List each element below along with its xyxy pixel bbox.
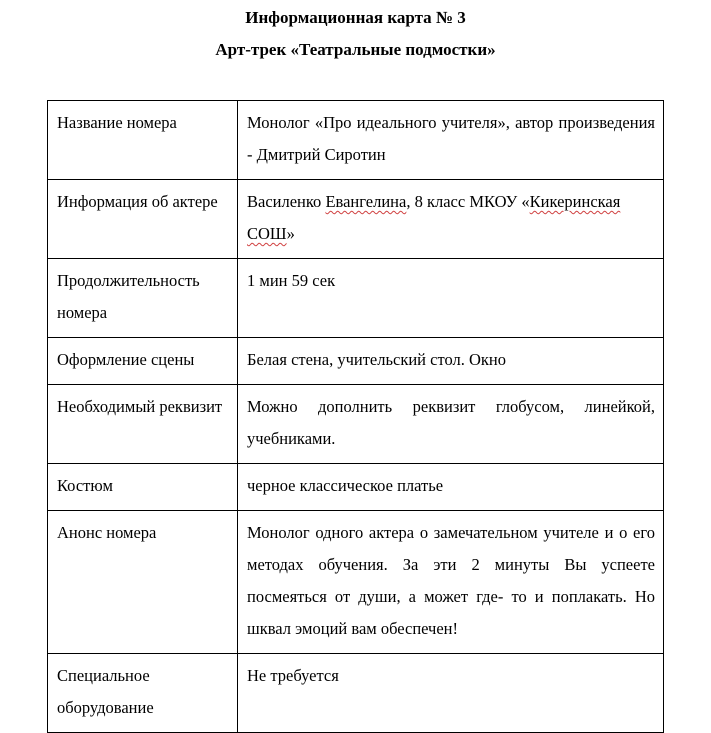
actor-info-part3: , 8 класс МКОУ «	[406, 192, 530, 211]
table-row-stage-design	[48, 338, 664, 385]
school-name-spellcheck: Кикеринская СОШ	[247, 192, 621, 243]
actor-name-spellcheck: Евангелина	[325, 192, 407, 211]
label-props: Необходимый реквизит	[48, 385, 238, 464]
value-actor-info	[238, 180, 664, 259]
label-duration: Продолжительность номера	[48, 259, 238, 338]
value-duration: 1 мин 59 сек	[238, 259, 664, 338]
value-act-name: Монолог «Про идеального учителя», автор произведения - Дмитрий Сиротин	[238, 101, 664, 180]
label-costume: Костюм	[48, 464, 238, 511]
label-act-name: Название номера	[48, 101, 238, 180]
document-title: Информационная карта № 3	[245, 8, 466, 27]
value-props: Можно дополнить реквизит глобусом, линейкой, учебниками.	[238, 385, 664, 464]
table-row-props	[48, 385, 664, 464]
value-equipment: Не требуется	[238, 654, 664, 733]
label-actor-info: Информация об актере	[48, 180, 238, 259]
table-row-actor-info	[48, 180, 664, 259]
value-announcement: Монолог одного актера о замечательном учителе и о его методах обучения. За эти 2 минуты Вы успеете посмеяться от души, а может где- то и поплакать. Но шквал эмоций вам обеспечен!	[238, 511, 664, 654]
table-row-announcement	[48, 511, 664, 654]
document-subtitle: Арт-трек «Театральные подмостки»	[215, 40, 496, 59]
table-row-duration	[48, 259, 664, 338]
label-announcement: Анонс номера	[48, 511, 238, 654]
label-equipment: Специальное оборудование	[48, 654, 238, 733]
label-stage-design: Оформление сцены	[48, 338, 238, 385]
table-row-costume	[48, 464, 664, 511]
table-row-act-name	[48, 101, 664, 180]
info-card-table	[47, 100, 664, 733]
actor-info-part5: »	[286, 224, 295, 243]
actor-info-part1: Василенко	[247, 192, 326, 211]
value-costume: черное классическое платье	[238, 464, 664, 511]
value-stage-design: Белая стена, учительский стол. Окно	[238, 338, 664, 385]
